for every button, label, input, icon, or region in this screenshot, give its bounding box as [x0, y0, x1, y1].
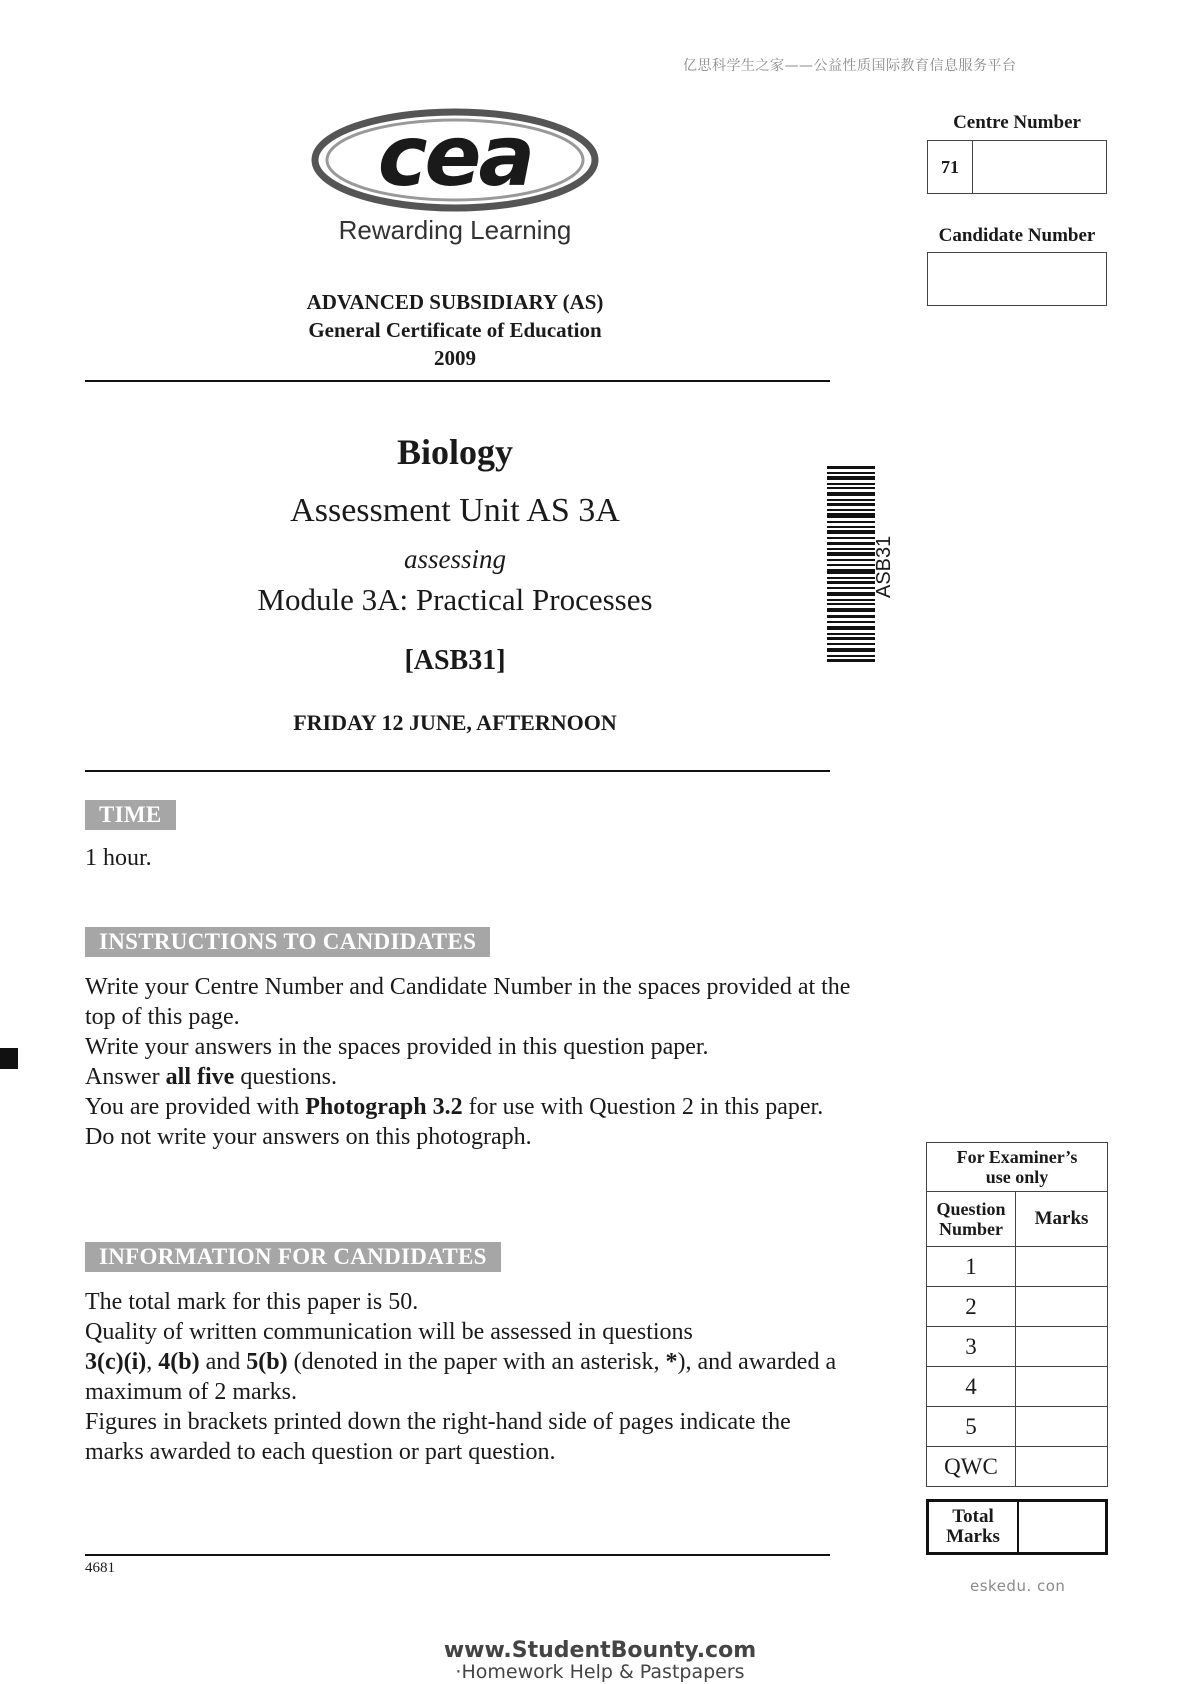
table-row: [927, 1407, 1108, 1447]
logo-tagline: Rewarding Learning: [338, 215, 572, 245]
divider-mid: [85, 770, 830, 772]
question-number: QWC: [927, 1447, 1016, 1487]
time-heading: TIME: [85, 800, 176, 830]
module-name: Module 3A: Practical Processes: [257, 582, 653, 617]
information-body: [85, 1287, 855, 1467]
logo-text: cea: [377, 107, 533, 205]
table-row: [927, 1367, 1108, 1407]
candidate-number-box[interactable]: [927, 252, 1107, 306]
table-row: [927, 1447, 1108, 1487]
marks-cell[interactable]: [1016, 1287, 1108, 1327]
centre-number-prefix: 71: [928, 141, 973, 193]
studentbounty-watermark: [440, 1640, 760, 1682]
information-line: The total mark for this paper is 50.: [85, 1289, 419, 1315]
question-number: 5: [927, 1407, 1016, 1447]
total-marks-cell[interactable]: [1018, 1501, 1107, 1554]
candidate-number-label: Candidate Number: [938, 225, 1096, 246]
barcode-label: ASB31: [873, 535, 895, 598]
col-question-number: Question Number: [927, 1192, 1016, 1247]
table-row: [927, 1247, 1108, 1287]
assessment-unit: Assessment Unit AS 3A: [290, 492, 620, 529]
marks-cell[interactable]: [1016, 1447, 1108, 1487]
barcode: [827, 466, 875, 662]
studentbounty-sub: ·Homework Help & Pastpapers: [455, 1661, 745, 1683]
question-number: 3: [927, 1327, 1016, 1367]
marks-cell[interactable]: [1016, 1327, 1108, 1367]
qualification: ADVANCED SUBSIDIARY (AS): [306, 290, 604, 314]
instruction-line: You are provided with Photograph 3.2 for use with Question 2 in this paper.: [85, 1094, 824, 1120]
information-line: Quality of written communication will be assessed in questions: [85, 1319, 693, 1345]
table-row: [927, 1327, 1108, 1367]
marks-cell[interactable]: [1016, 1247, 1108, 1287]
studentbounty-url: www.StudentBounty.com: [443, 1638, 757, 1663]
top-watermark: 亿思科学生之家——公益性质国际教育信息服务平台: [683, 58, 1017, 74]
exam-date: FRIDAY 12 JUNE, AFTERNOON: [293, 710, 617, 735]
information-line: 3(c)(i), 4(b) and 5(b) (denoted in the paper with an asterisk, *), and awarded a maximum of 2 marks.: [85, 1349, 837, 1405]
instruction-line: Do not write your answers on this photograph.: [85, 1124, 532, 1150]
paper-code: [ASB31]: [404, 645, 506, 676]
exam-header: [85, 288, 825, 372]
registration-mark: [0, 1048, 18, 1069]
subject-title: Biology: [396, 432, 513, 472]
information-line: Figures in brackets printed down the right-hand side of pages indicate the marks awarded to each question or part question.: [85, 1409, 791, 1465]
instructions-heading: INSTRUCTIONS TO CANDIDATES: [85, 927, 490, 957]
time-value: 1 hour.: [85, 845, 152, 871]
centre-number-box[interactable]: [927, 140, 1107, 194]
marks-cell[interactable]: [1016, 1407, 1108, 1447]
divider-bottom: [85, 1554, 830, 1556]
question-number: 2: [927, 1287, 1016, 1327]
question-number: 4: [927, 1367, 1016, 1407]
divider-top: [85, 380, 830, 382]
exam-year: 2009: [434, 346, 476, 370]
centre-number-label: Centre Number: [953, 112, 1081, 133]
question-number: 1: [927, 1247, 1016, 1287]
total-marks-label: Total Marks: [928, 1501, 1019, 1554]
instruction-line: Write your Centre Number and Candidate Number in the spaces provided at the top of this page.: [85, 974, 851, 1030]
instruction-line: Write your answers in the spaces provided in this question paper.: [85, 1034, 709, 1060]
instruction-line: Answer all five questions.: [85, 1064, 337, 1090]
col-marks: Marks: [1016, 1192, 1108, 1247]
table-row: [927, 1287, 1108, 1327]
certificate: General Certificate of Education: [308, 318, 602, 342]
instructions-body: [85, 972, 855, 1152]
information-heading: INFORMATION FOR CANDIDATES: [85, 1242, 501, 1272]
total-marks-table: [926, 1499, 1108, 1555]
eskedu-watermark: eskedu. con: [970, 1577, 1066, 1595]
marks-cell[interactable]: [1016, 1367, 1108, 1407]
assessing-label: assessing: [403, 544, 506, 574]
paper-number: 4681: [85, 1560, 115, 1576]
examiner-table-title: For Examiner’s use only: [927, 1143, 1108, 1192]
examiner-table: [926, 1142, 1108, 1487]
